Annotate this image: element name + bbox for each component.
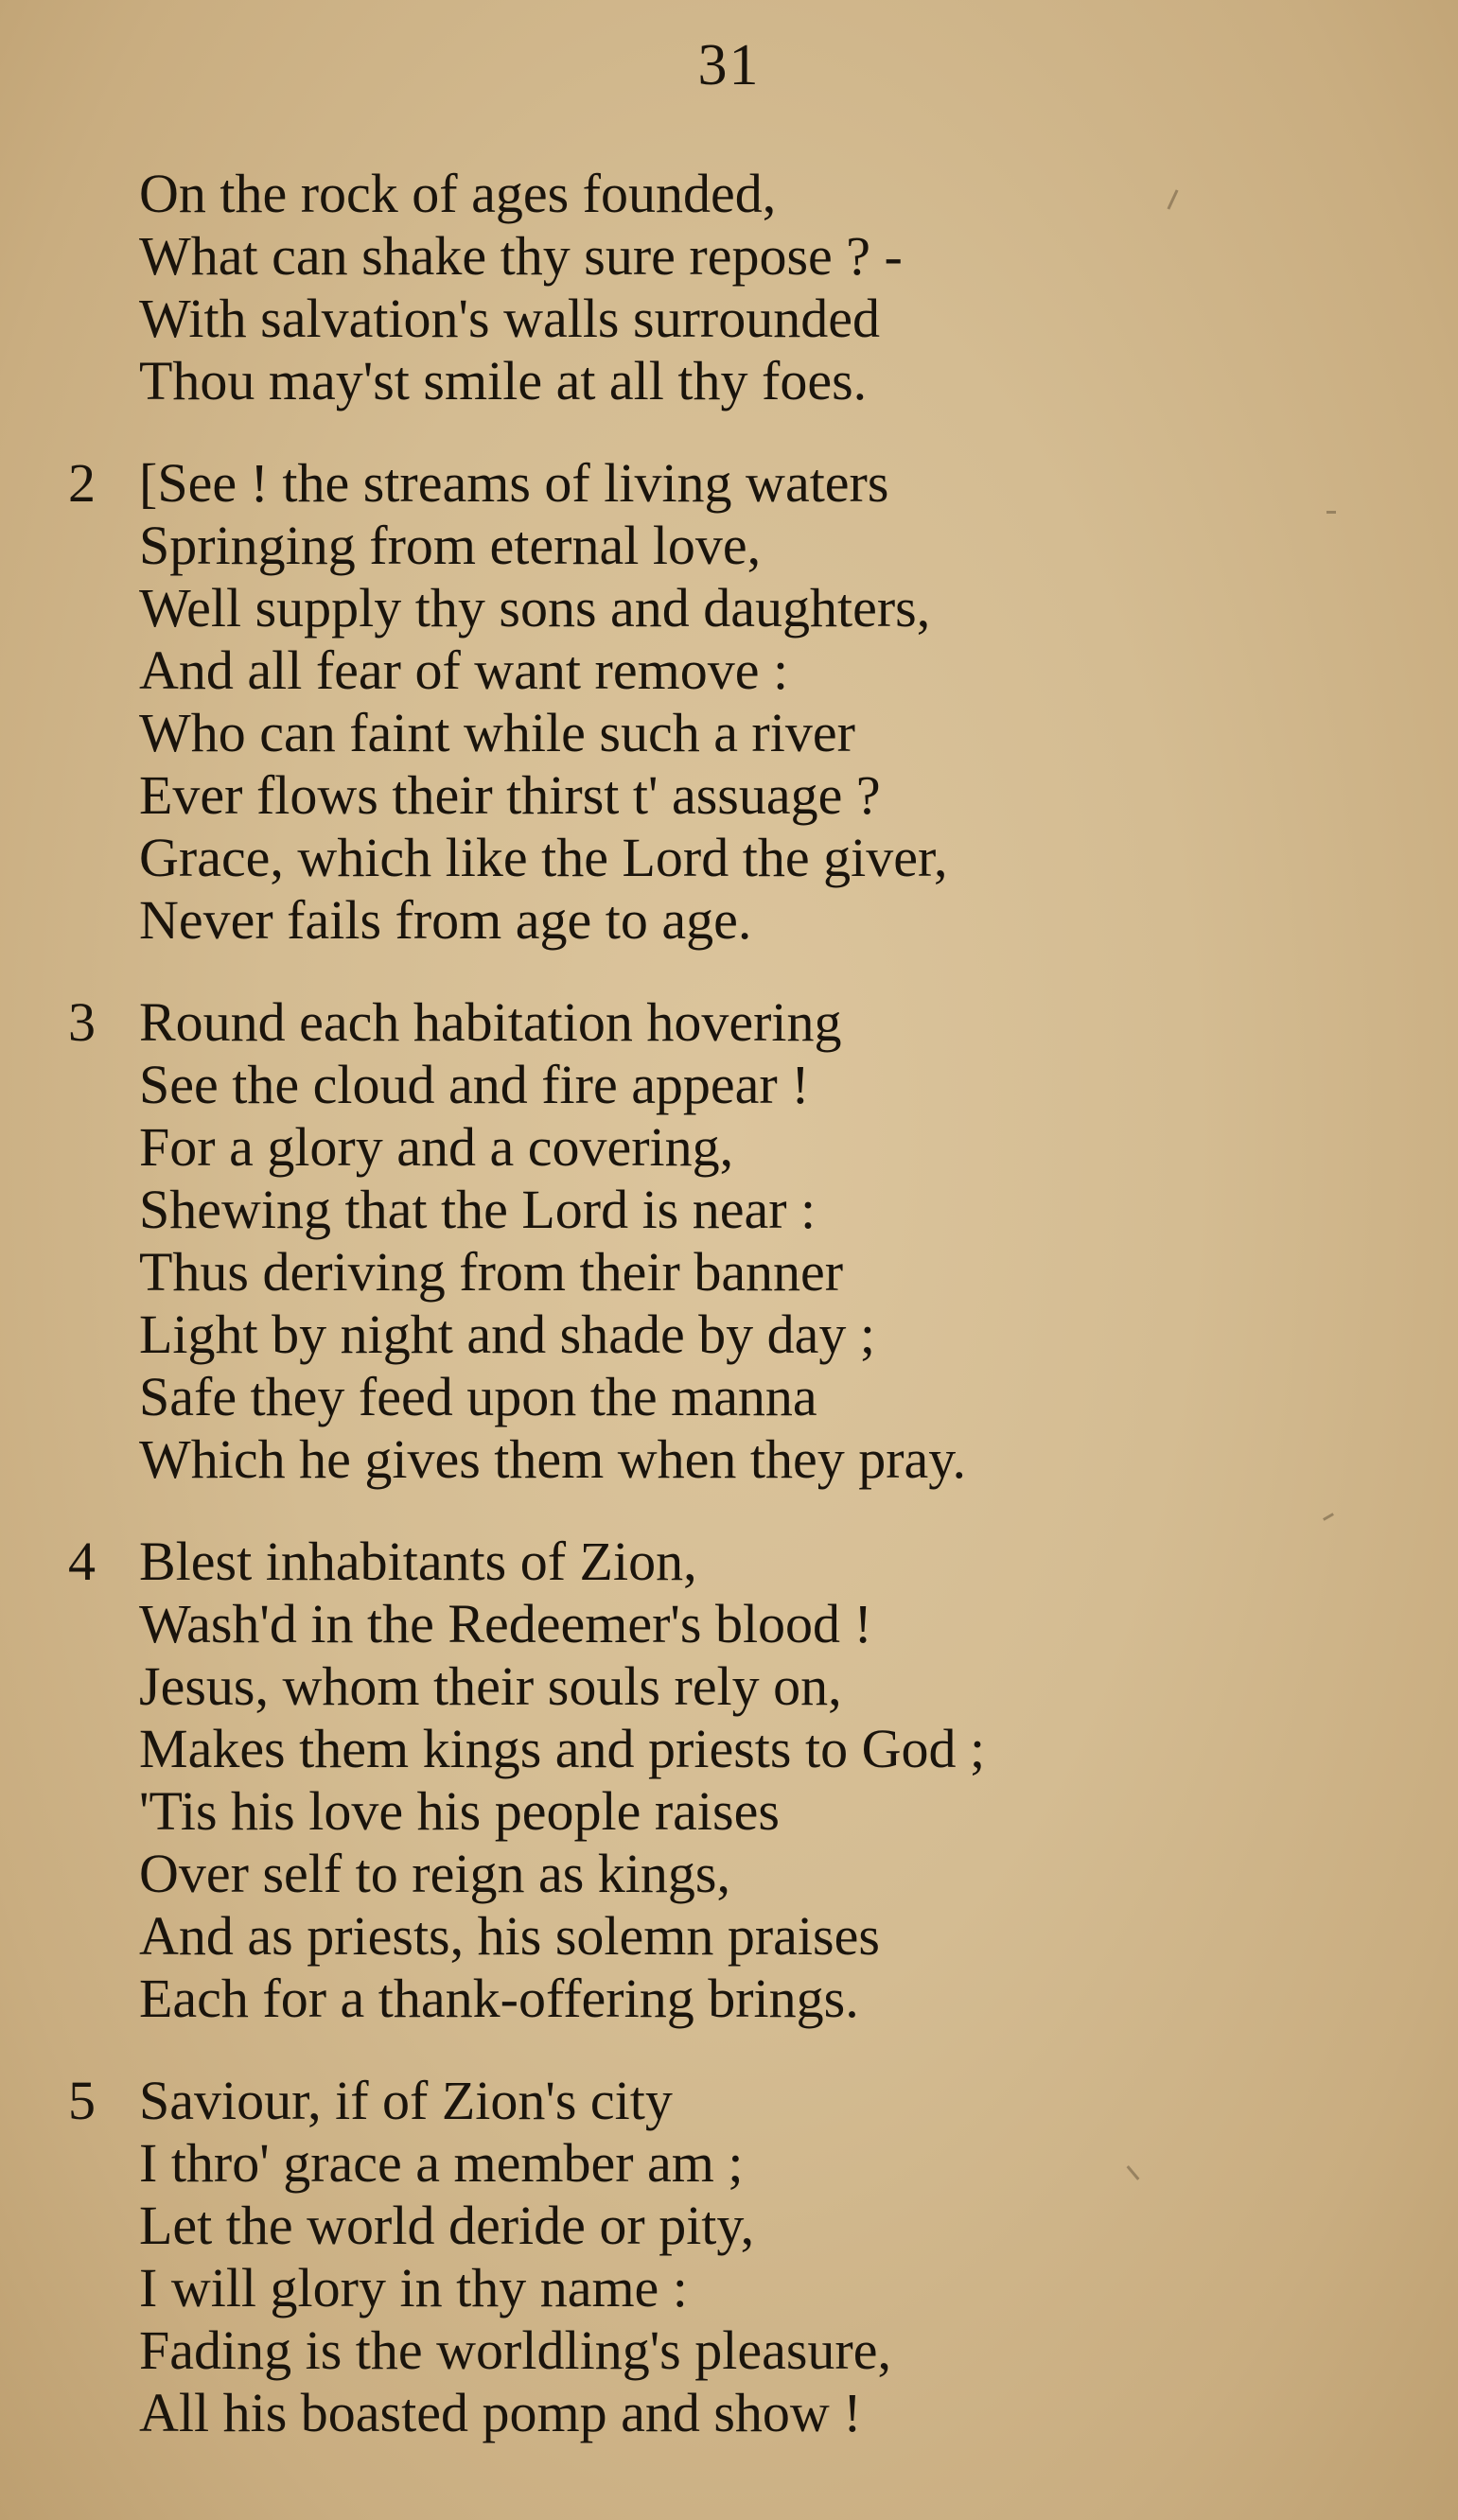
verse-line-text: Over self to reign as kings, xyxy=(139,1843,730,1904)
stanza-number: 4 xyxy=(68,1531,96,1592)
verse-line-text: Well supply thy sons and daughters, xyxy=(139,577,931,639)
verse-line-text: I will glory in thy name : xyxy=(139,2257,688,2319)
verse-line-text: Ever flows their thirst t' assuage ? xyxy=(139,764,881,826)
verse-line xyxy=(68,702,1412,764)
verse-line xyxy=(68,350,1412,412)
verse-line-text: And as priests, his solemn praises xyxy=(139,1905,880,1967)
verse-line-text: On the rock of ages founded, xyxy=(139,163,777,224)
verse-line xyxy=(68,1116,1412,1179)
stanza-number: 5 xyxy=(68,2070,96,2131)
stanza-gap xyxy=(68,412,1412,452)
verse-line xyxy=(68,827,1412,889)
stanza-gap xyxy=(68,1491,1412,1531)
verse-line xyxy=(68,1241,1412,1304)
verse-line xyxy=(68,288,1412,350)
verse-line xyxy=(68,1054,1412,1116)
verse-line-text: Shewing that the Lord is near : xyxy=(139,1179,817,1240)
verse-line xyxy=(68,1718,1412,1780)
verse-line xyxy=(68,889,1412,952)
verse-line-text: [See ! the streams of living waters xyxy=(139,452,889,514)
verse-line-text: With salvation's walls surrounded xyxy=(139,288,880,349)
verse-line-text: What can shake thy sure repose ? - xyxy=(139,225,903,287)
verse-line xyxy=(68,2382,1412,2444)
verse-line-text: Light by night and shade by day ; xyxy=(139,1304,876,1365)
verse-line xyxy=(68,1843,1412,1905)
stanza xyxy=(68,1531,1412,2030)
verse-line-text: Jesus, whom their souls rely on, xyxy=(139,1655,842,1717)
verse-line-text: Let the world deride or pity, xyxy=(139,2195,755,2256)
page-number: 31 xyxy=(697,33,761,97)
verse-line-text: Makes them kings and priests to God ; xyxy=(139,1718,986,1779)
verse-line-text: And all fear of want remove : xyxy=(139,639,789,701)
verse-line xyxy=(68,991,1412,1054)
verse-line xyxy=(68,2195,1412,2257)
verse-line xyxy=(68,639,1412,702)
verse-line xyxy=(68,1968,1412,2030)
verse-line xyxy=(68,1905,1412,1968)
verse-line-text: Never fails from age to age. xyxy=(139,889,752,951)
stanza-number: 2 xyxy=(68,452,96,514)
stanza-gap xyxy=(68,2030,1412,2070)
verse-line xyxy=(68,577,1412,639)
verse-line-text: Wash'd in the Redeemer's blood ! xyxy=(139,1593,872,1654)
verse-line-text: Safe they feed upon the manna xyxy=(139,1366,817,1427)
verse-line xyxy=(68,2319,1412,2382)
verse-line-text: 'Tis his love his people raises xyxy=(139,1780,780,1842)
verse-line-text: For a glory and a covering, xyxy=(139,1116,734,1178)
verse-line xyxy=(68,1366,1412,1428)
verse-line xyxy=(68,1428,1412,1491)
verse-line-text: Saviour, if of Zion's city xyxy=(139,2070,673,2131)
verse-line xyxy=(68,1179,1412,1241)
stanza xyxy=(68,452,1412,952)
verse-line-text: Each for a thank-offering brings. xyxy=(139,1968,859,2029)
verse-line xyxy=(68,515,1412,577)
verse-line xyxy=(68,452,1412,515)
verse-line-text: Grace, which like the Lord the giver, xyxy=(139,827,948,888)
verse-line-text: See the cloud and fire appear ! xyxy=(139,1054,810,1115)
verse-line xyxy=(68,1655,1412,1718)
verse-line-text: I thro' grace a member am ; xyxy=(139,2132,744,2194)
verse-line xyxy=(68,2070,1412,2132)
verse-line xyxy=(68,2132,1412,2195)
verse-line xyxy=(68,1780,1412,1843)
verse-line xyxy=(68,764,1412,827)
stanza xyxy=(68,991,1412,1491)
stanza-number: 3 xyxy=(68,991,96,1053)
verse-line-text: Which he gives them when they pray. xyxy=(139,1428,967,1490)
hymn-text xyxy=(68,163,1412,2444)
verse-line-text: Blest inhabitants of Zion, xyxy=(139,1531,697,1592)
verse-line-text: Fading is the worldling's pleasure, xyxy=(139,2319,891,2381)
verse-line-text: Who can faint while such a river xyxy=(139,702,855,763)
stanza xyxy=(68,2070,1412,2444)
verse-line xyxy=(68,1531,1412,1593)
verse-line-text: Thou may'st smile at all thy foes. xyxy=(139,350,868,411)
stanza xyxy=(68,163,1412,412)
verse-line-text: All his boasted pomp and show ! xyxy=(139,2382,862,2443)
verse-line xyxy=(68,225,1412,288)
verse-line xyxy=(68,163,1412,225)
verse-line-text: Springing from eternal love, xyxy=(139,515,762,576)
verse-line xyxy=(68,1304,1412,1366)
verse-line xyxy=(68,1593,1412,1655)
verse-line-text: Thus deriving from their banner xyxy=(139,1241,844,1303)
stanza-gap xyxy=(68,952,1412,991)
verse-line-text: Round each habitation hovering xyxy=(139,991,842,1053)
verse-line xyxy=(68,2257,1412,2319)
